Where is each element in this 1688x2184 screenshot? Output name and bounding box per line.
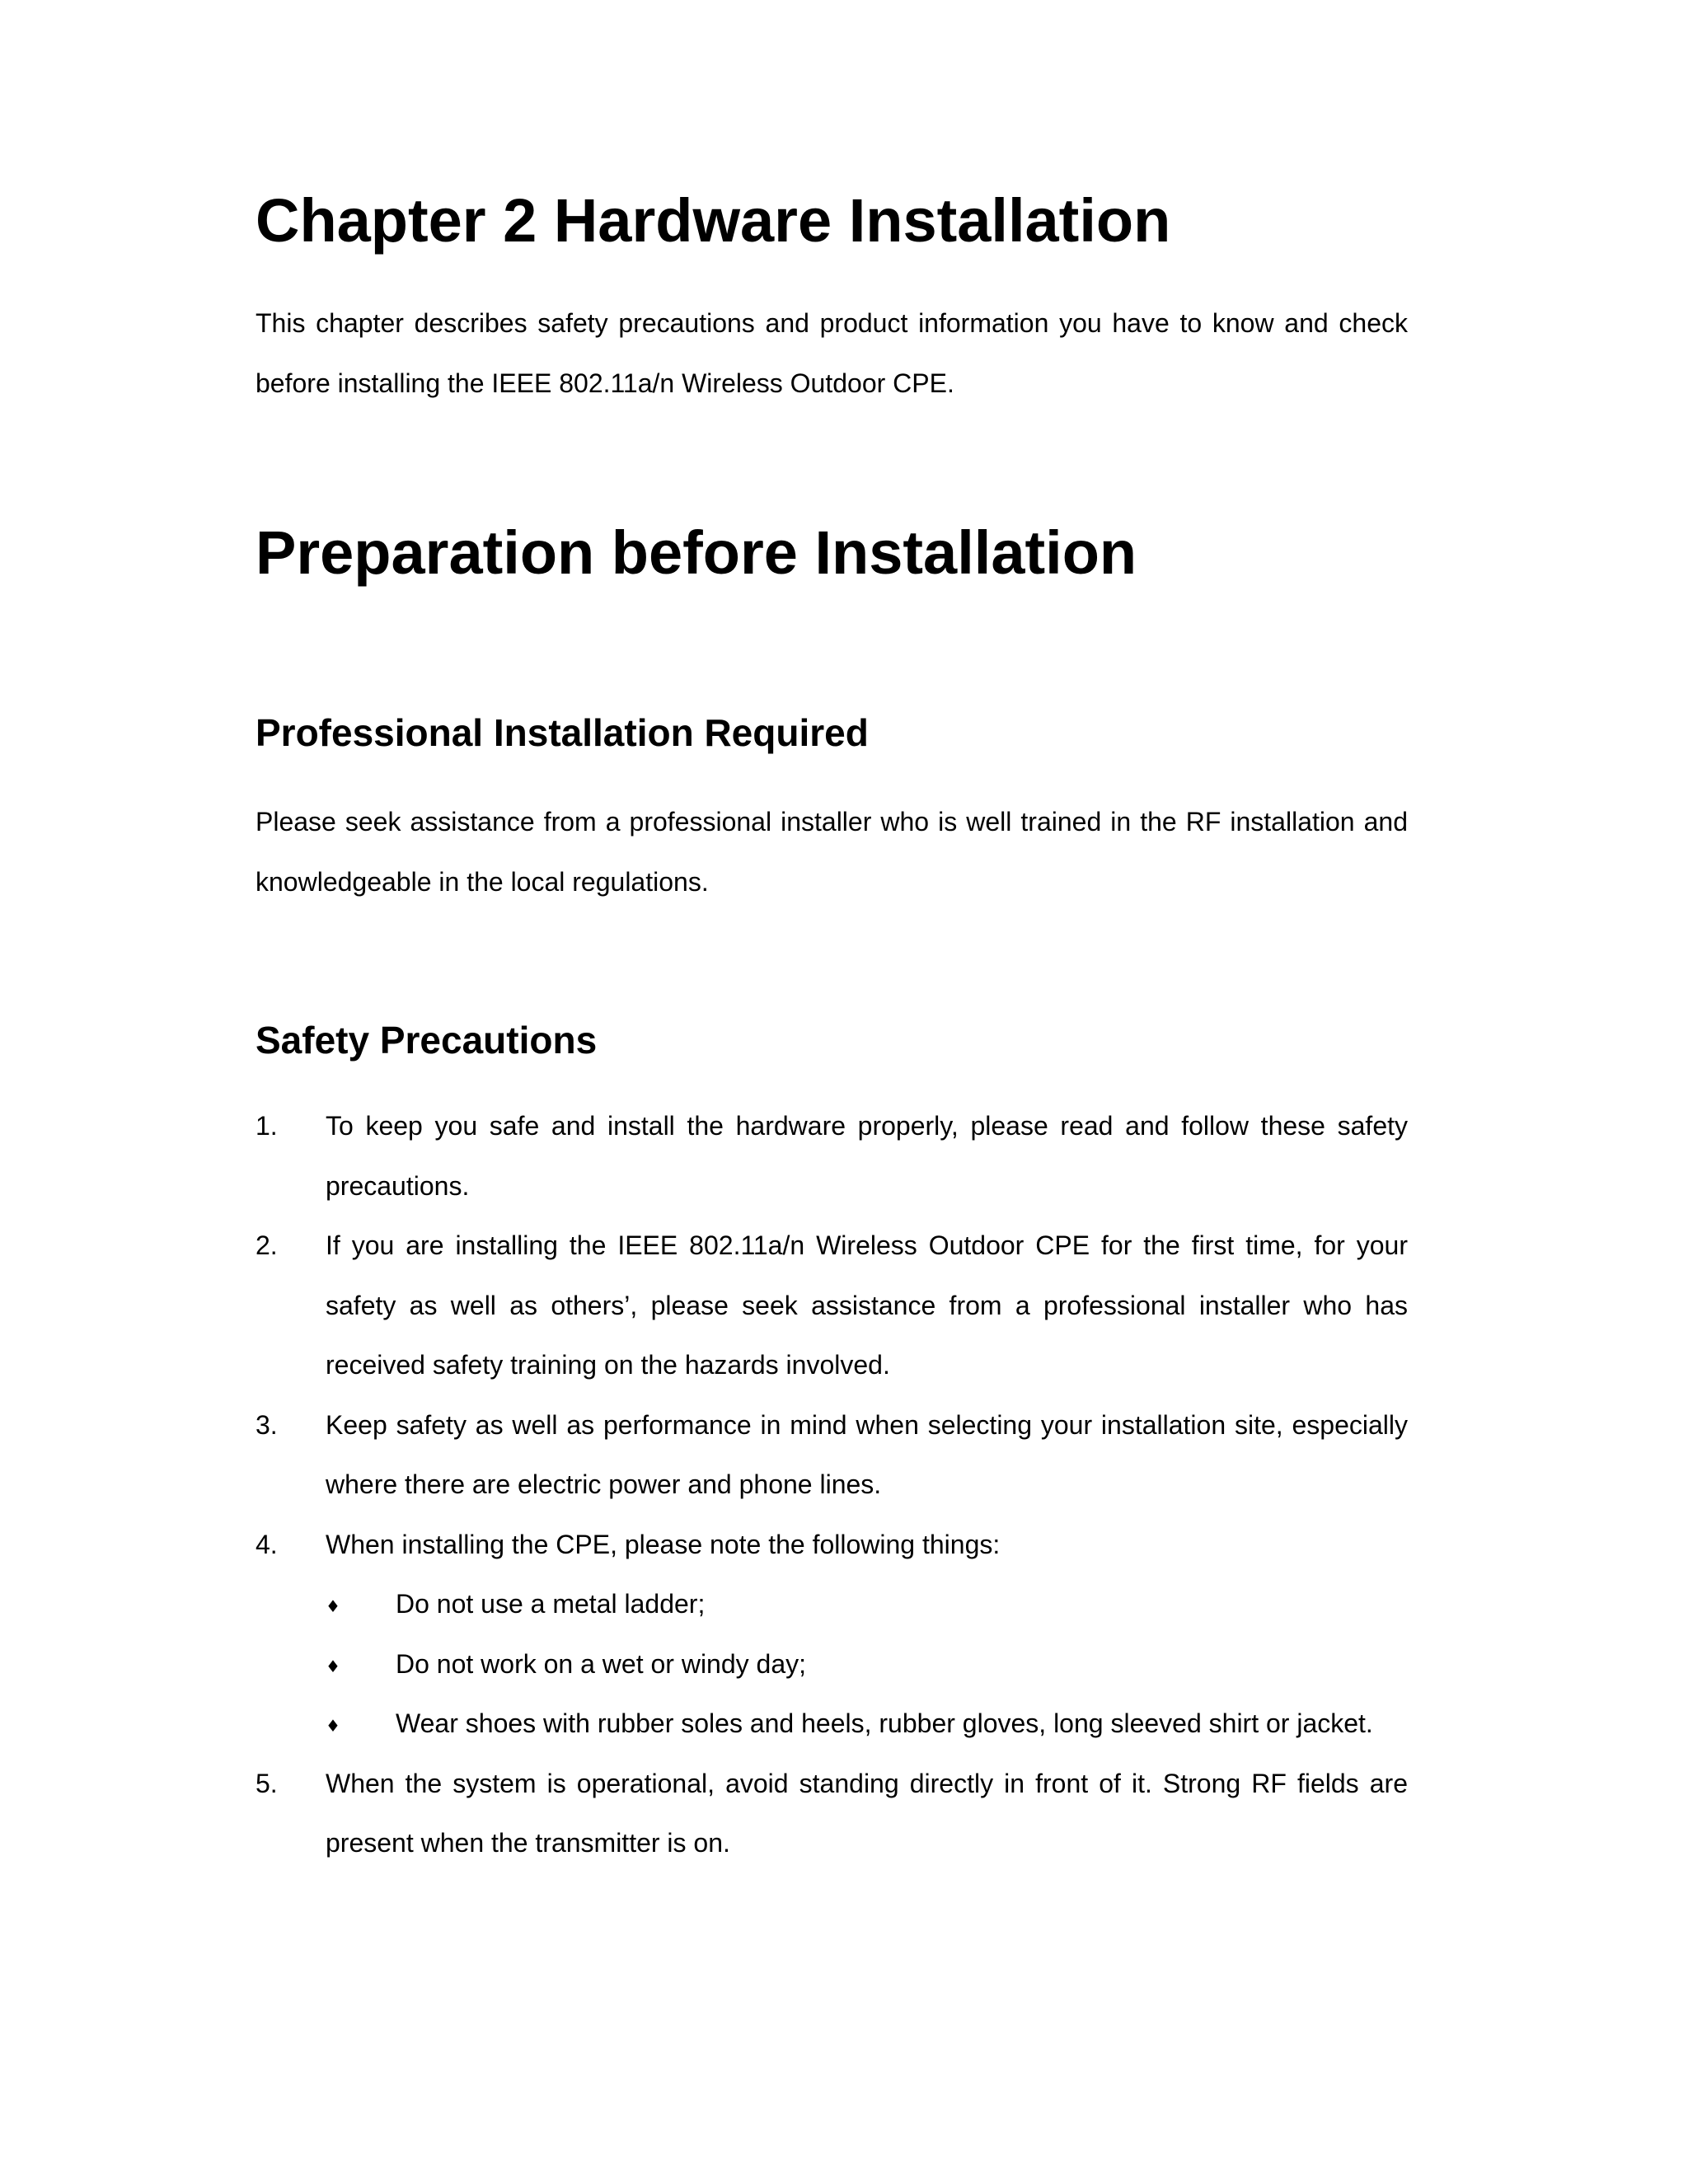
bullet-item xyxy=(326,1634,1408,1694)
list-item xyxy=(256,1096,1408,1216)
professional-heading: Professional Installation Required xyxy=(256,711,869,754)
diamond-bullet-icon: ♦ xyxy=(326,1716,340,1736)
safety-list xyxy=(256,1096,1408,1873)
safety-heading: Safety Precautions xyxy=(256,1019,598,1062)
list-number: 3. xyxy=(256,1409,278,1440)
bullet-item-text: Do not work on a wet or windy day; xyxy=(396,1648,807,1679)
page-content xyxy=(256,180,1408,1873)
chapter-title: Chapter 2 Hardware Installation xyxy=(256,186,1171,255)
list-item-text: To keep you safe and install the hardware properly, please read and follow these safety precautions. xyxy=(326,1111,1408,1201)
intro-paragraph: This chapter describes safety precautions and product information you have to know and check before installing the IEEE 802.11a/n Wireless Outdoor CPE. xyxy=(256,308,1408,398)
list-item-text: If you are installing the IEEE 802.11a/n Wireless Outdoor CPE for the first time, for your safety as well as others’, please seek assistance from a professional installer who has received safety training on the hazards involved. xyxy=(326,1230,1408,1380)
section-title: Preparation before Installation xyxy=(256,518,1137,587)
list-number: 4. xyxy=(256,1529,278,1559)
list-item-text: When the system is operational, avoid standing directly in front of it. Strong RF fields are present when the transmitter is on. xyxy=(326,1768,1408,1858)
list-item-text: Keep safety as well as performance in mind when selecting your installation site, especially where there are electric power and phone lines. xyxy=(326,1409,1408,1499)
bullet-item-text: Wear shoes with rubber soles and heels, rubber gloves, long sleeved shirt or jacket. xyxy=(396,1708,1373,1738)
list-item-text: When installing the CPE, please note the following things: xyxy=(326,1529,1001,1559)
list-item xyxy=(256,1395,1408,1515)
list-item xyxy=(256,1216,1408,1395)
list-number: 1. xyxy=(256,1111,278,1141)
list-item xyxy=(256,1515,1408,1754)
bullet-item xyxy=(326,1694,1408,1754)
sub-bullet-list xyxy=(326,1574,1408,1754)
bullet-item xyxy=(326,1574,1408,1634)
professional-paragraph: Please seek assistance from a professional installer who is well trained in the RF installation and knowledgeable in the local regulations. xyxy=(256,807,1408,897)
diamond-bullet-icon: ♦ xyxy=(326,1656,340,1676)
list-number: 5. xyxy=(256,1768,278,1798)
list-item xyxy=(256,1754,1408,1873)
bullet-item-text: Do not use a metal ladder; xyxy=(396,1589,706,1619)
list-number: 2. xyxy=(256,1230,278,1260)
diamond-bullet-icon: ♦ xyxy=(326,1596,340,1616)
